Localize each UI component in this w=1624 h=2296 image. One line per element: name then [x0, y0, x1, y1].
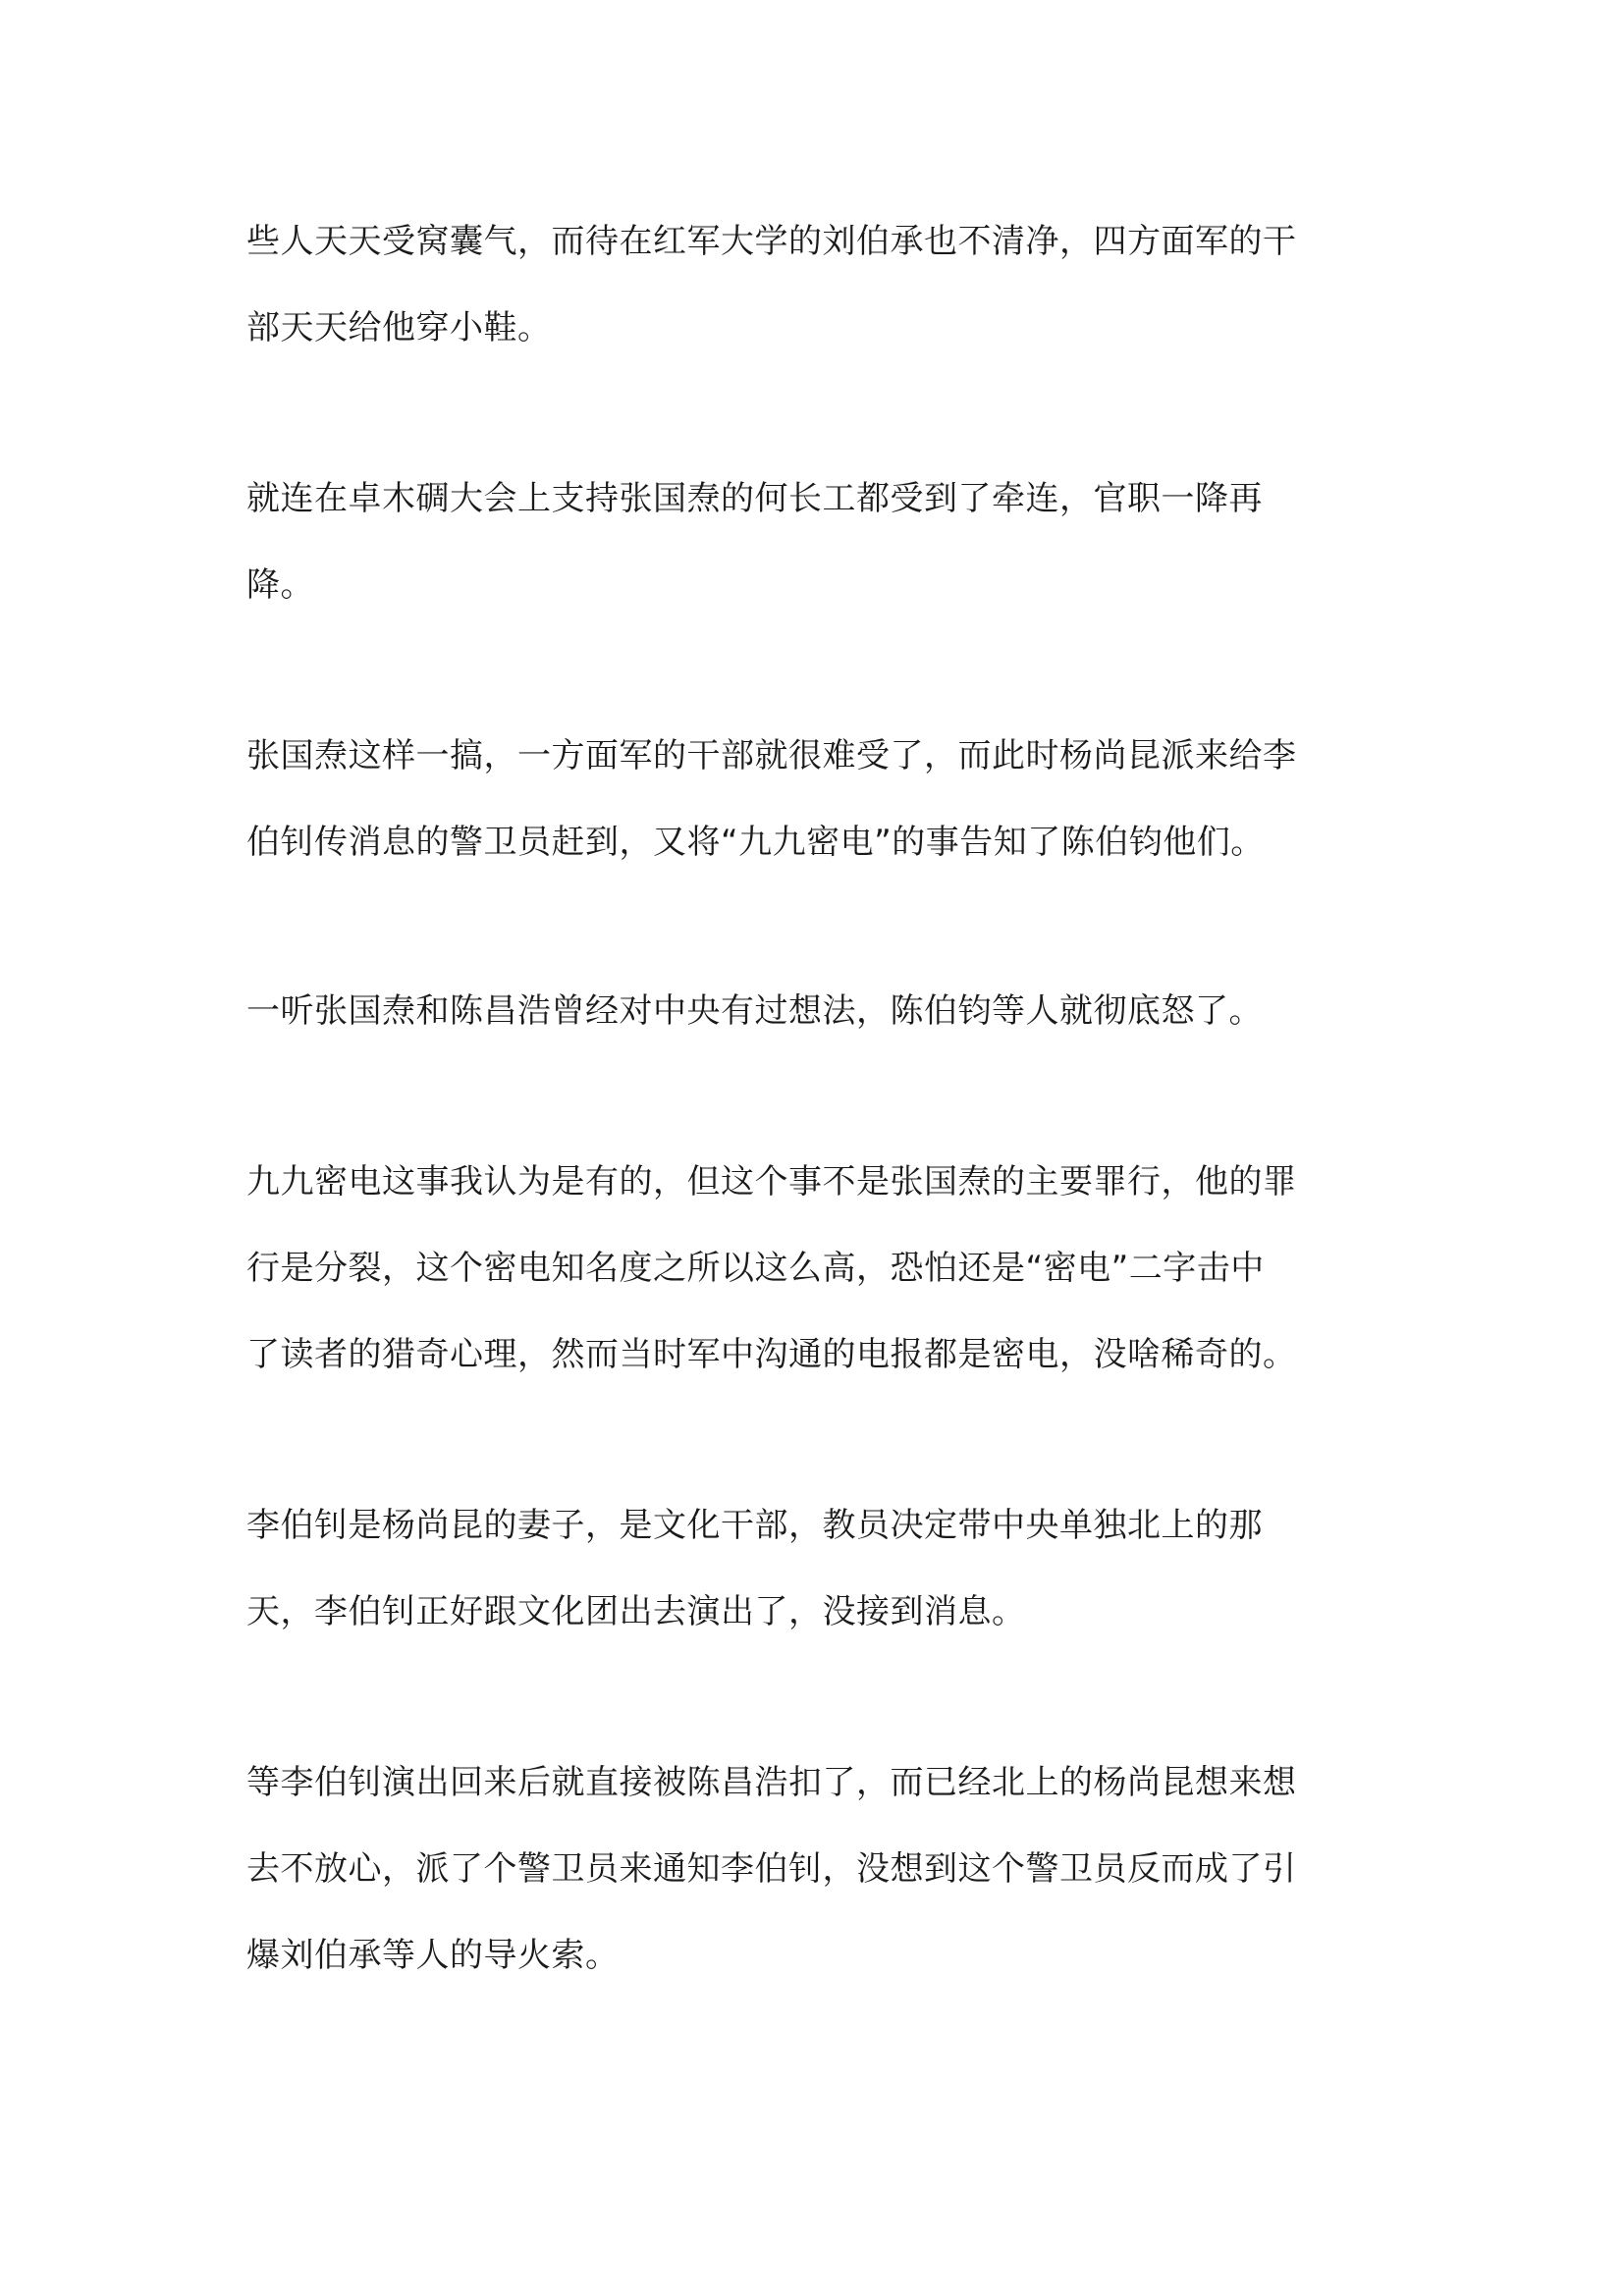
paragraph-line: 伯钊传消息的警卫员赶到，又将“九九密电”的事告知了陈伯钧他们。: [246, 823, 1265, 862]
paragraph-line: 爆刘伯承等人的导火索。: [246, 1936, 620, 1975]
paragraph-line: 天，李伯钊正好跟文化团出去演出了，没接到消息。: [246, 1592, 1026, 1631]
paragraph-line: 了读者的猎奇心理，然而当时军中沟通的电报都是密电，没啥稀奇的。: [246, 1335, 1297, 1374]
paragraph-line: 李伯钊是杨尚昆的妻子，是文化干部，教员决定带中央单独北上的那: [246, 1506, 1263, 1545]
paragraph-line: 就连在卓木碉大会上支持张国焘的何长工都受到了牵连，官职一降再: [246, 479, 1263, 518]
paragraph-line: 等李伯钊演出回来后就直接被陈昌浩扣了，而已经北上的杨尚昆想来想: [246, 1763, 1297, 1802]
paragraph-line: 去不放心，派了个警卫员来通知李伯钊，没想到这个警卫员反而成了引: [246, 1849, 1297, 1889]
paragraph-line: 一听张国焘和陈昌浩曾经对中央有过想法，陈伯钧等人就彻底怒了。: [246, 991, 1263, 1031]
paragraph-line: 张国焘这样一搞，一方面军的干部就很难受了，而此时杨尚昆派来给李: [246, 736, 1297, 775]
paragraph-line: 行是分裂，这个密电知名度之所以这么高，恐怕还是“密电”二字击中: [246, 1249, 1265, 1288]
paragraph-line: 些人天天受窝囊气，而待在红军大学的刘伯承也不清净，四方面军的干: [246, 222, 1297, 261]
paragraph-line: 部天天给他穿小鞋。: [246, 308, 552, 347]
paragraph-line: 九九密电这事我认为是有的，但这个事不是张国焘的主要罪行，他的罪: [246, 1162, 1297, 1201]
paragraph-line: 降。: [246, 565, 314, 605]
